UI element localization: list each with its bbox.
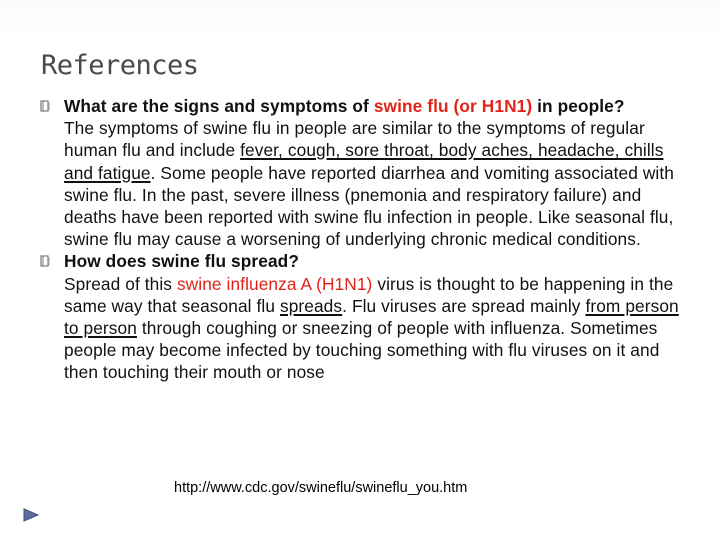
answer-text-mid: virus is thought to be happening in the same way that seasonal flu [64,273,674,316]
answer-text-end: through coughing or sneezing of people with influenza. Sometimes people may become infected by touching something with flu viruses on it and then touching their mouth or nose [64,318,660,383]
question-highlight: swine flu (or H1N1) [373,96,533,116]
answer-underlined-symptoms: fever, cough, sore throat, body aches, headache, chills and fatigue [64,140,664,183]
slide-title: References [41,50,199,81]
question-symptoms [64,96,625,116]
source-url: http://www.cdc.gov/swineflu/swineflu_you.htm [174,480,468,496]
answer-underlined-person: from person to person [64,295,679,339]
answer-text: The symptoms of swine flu in people are similar to the symptoms of regular human flu and include [64,118,645,161]
bullet-text-spread [64,250,690,383]
answer-text-end: . Some people have reported diarrhea and vomiting associated with swine flu. In the past, severe illness (pnemonia and respiratory failure) and deaths have been reported with swine flu infection in people. Like seasonal flu, swine flu may cause a worsening of underlying chronic medical conditions. [64,162,674,250]
book-bullet-icon [40,255,50,267]
book-bullet-icon [40,100,50,112]
question-text: What are the signs and symptoms of [64,96,374,116]
bullet-text-symptoms [64,95,690,250]
answer-text: Spread of this [64,273,177,294]
next-slide-arrow-icon[interactable] [22,508,40,522]
question-text-end: in people? [532,96,625,116]
bullet-item-symptoms [40,95,690,250]
bullet-item-spread [40,250,690,383]
answer-underlined-spreads: spreads [279,295,343,316]
slide-content [40,95,690,384]
answer-highlight: swine influenza A (H1N1) [176,273,373,294]
answer-text-mid2: . Flu viruses are spread mainly [342,295,586,316]
question-spread: How does swine flu spread? [64,251,299,272]
